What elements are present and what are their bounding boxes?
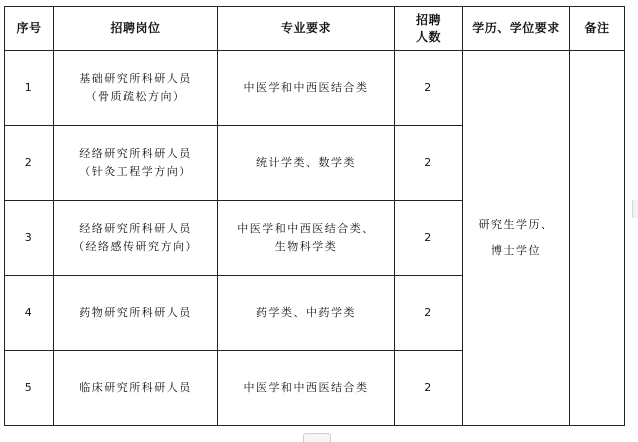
header-remarks: 备注 [570,7,625,51]
cell-count: 2 [395,126,463,201]
cell-education [463,51,570,426]
position-line2: （针灸工程学方向） [79,165,192,178]
cell-remarks [570,51,625,426]
position-line2: （经络感传研究方向） [73,240,198,253]
major-line1: 中医学和中西医结合类 [243,381,369,394]
cell-count: 2 [395,351,463,426]
recruitment-table [4,6,625,426]
position-line1: 基础研究所科研人员 [79,72,192,85]
education-line2: 博士学位 [491,244,541,257]
major-line1: 统计学类、数学类 [256,156,356,169]
position-line1: 药物研究所科研人员 [79,306,192,319]
major-line1: 药学类、中药学类 [256,306,356,319]
cell-position [54,51,218,126]
header-position: 招聘岗位 [54,7,218,51]
cell-position [54,201,218,276]
cell-position [54,351,218,426]
header-major: 专业要求 [218,7,395,51]
cell-seq: 3 [5,201,54,276]
table-row [5,51,625,126]
position-line2: （骨质疏松方向） [85,90,186,103]
header-education: 学历、学位要求 [463,7,570,51]
cell-seq: 4 [5,276,54,351]
cell-count: 2 [395,51,463,126]
cell-major [218,51,395,126]
major-line2: 生物科学类 [274,240,338,253]
cell-count: 2 [395,276,463,351]
side-scroll-marker[interactable] [632,200,638,218]
major-line1: 中医学和中西医结合类、 [237,222,375,235]
cell-seq: 1 [5,51,54,126]
cell-major [218,126,395,201]
cell-major [218,276,395,351]
scroll-handle[interactable] [303,433,331,442]
major-line1: 中医学和中西医结合类 [243,81,369,94]
cell-major [218,351,395,426]
position-line1: 临床研究所科研人员 [79,381,192,394]
cell-major [218,201,395,276]
cell-position [54,276,218,351]
cell-seq: 5 [5,351,54,426]
cell-count: 2 [395,201,463,276]
cell-position [54,126,218,201]
header-count [395,7,463,51]
position-line1: 经络研究所科研人员 [79,222,192,235]
header-seq: 序号 [5,7,54,51]
header-row [5,7,625,51]
cell-seq: 2 [5,126,54,201]
education-line1: 研究生学历、 [478,218,554,231]
header-count-line2: 人数 [415,29,441,44]
header-count-line1: 招聘 [415,12,441,27]
position-line1: 经络研究所科研人员 [79,147,192,160]
